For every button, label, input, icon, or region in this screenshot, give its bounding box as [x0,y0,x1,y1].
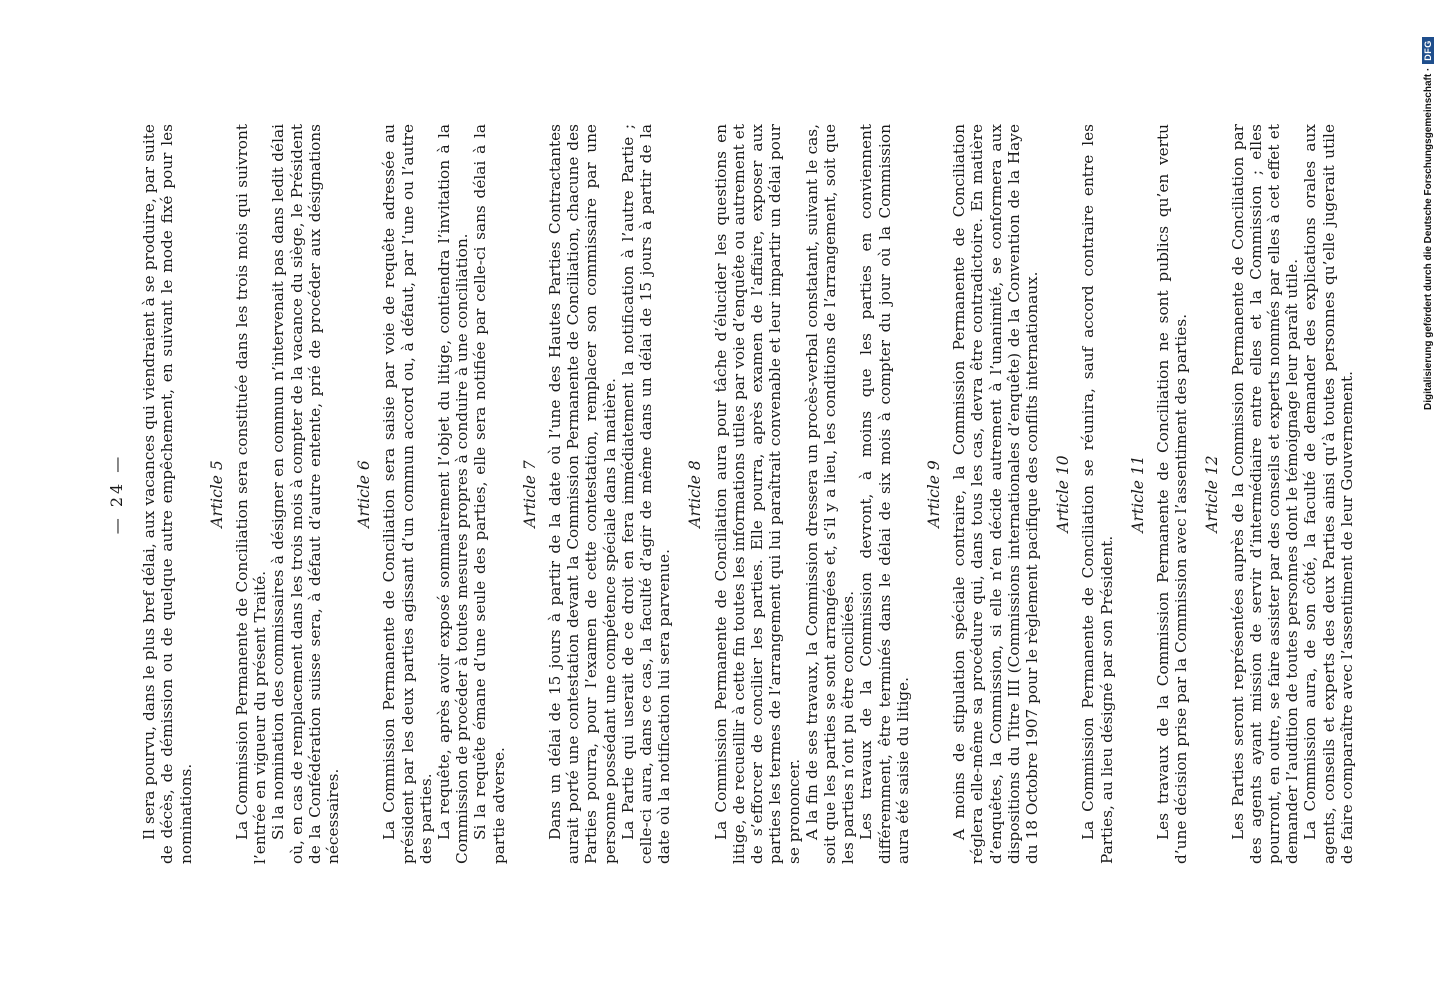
article-paragraph: La Commission Permanente de Conciliation se réunira, sauf accord contraire entre les Parties, au lieu désigné par son Président. [1079,124,1116,864]
article-paragraph: Si la requête émane d’une seule des parties, elle sera notifiée par celle-ci sans délai à la partie adverse. [471,124,508,864]
article-heading: Article 5 [207,460,226,528]
article-paragraph: Si la nomination des commissaires à désigner en commun n’intervenait pas dans ledit délai où, en cas de remplacement dans les trois mois à compter de la vacance du siège, le Président de la Confédération suisse sera, à défaut d’autre entente, prié de procéder aux désignations nécessaires. [269,124,343,864]
article-heading: Article 10 [1054,455,1073,533]
article-heading: Article 9 [924,460,943,528]
article-11 [1129,124,1191,864]
dfg-logo: DFG [1422,37,1434,64]
article-paragraph: A la fin de ses travaux, la Commission dressera un procès-verbal constatant, suivant le cas, soit que les parties se sont arrangées et, s’il y a lieu, les conditions de l’arrangement, soit que les parties n’ont pu être conciliées. [802,124,858,864]
document-body [108,124,1356,864]
article-paragraph: Les travaux de la Commission Permanente de Conciliation ne sont publics qu’en vertu d’une décision prise par la Commission avec l’assentiment des parties. [1153,124,1191,864]
article-paragraph: La Partie qui userait de ce droit en fera immédiatement la notification à l’autre Partie ; celle-ci aura, dans ce cas, la faculté d’agir de même dans un délai de 15 jours à partir de la date où la notification lui sera parvenue. [618,124,674,864]
article-heading: Article 11 [1128,455,1147,533]
article-heading: Article 6 [355,460,374,528]
intro-paragraph: Il sera pourvu, dans le plus bref délai, aux vacances qui viendraient à se produire, par suite de décès, de démission ou de quelque autre empêchement, en suivant le mode fixé pour les nominations. [140,124,195,864]
article-paragraph: La Commission aura, de son côté, la faculté de demander des explications orales aux agents, conseils et experts des deux Parties ainsi qu’à toutes personnes qu’elle jugerait utile de faire comparaître avec l’assentiment de leur Gouvernement. [1301,124,1356,864]
article-paragraph: Les Parties seront représentées auprès de la Commission Permanente de Conciliation par des agents ayant mission de servir d’intermédiaire entre elles et la Commission ; elles pourront, en outre, se faire assister par des conseils et experts nommés par elles à cet effet et demander l’audition de toutes personnes dont le témoignage leur paraît utile. [1228,124,1302,864]
article-5 [208,124,342,864]
article-6 [355,124,508,864]
article-7 [521,124,674,864]
article-heading: Article 7 [520,460,539,528]
article-heading: Article 12 [1203,455,1222,533]
page-number: — 24 — [107,453,126,535]
sidebar [1422,0,1434,410]
article-paragraph: Les travaux de la Commission devront, à moins que les parties en conviennent différemment, être terminés dans le délai de six mois à compter du jour où la Commission aura été saisie du litige. [857,124,912,864]
article-paragraph: La Commission Permanente de Conciliation sera constituée dans les trois mois qui suivront l’entrée en vigueur du présent Traité. [233,124,270,864]
article-paragraph: Dans un délai de 15 jours à partir de la date où l’une des Hautes Parties Contractantes aurait porté une contestation devant la Commission Permanente de Conciliation, chacune des Parties pourra, pour l’examen de cette contestation, remplacer son commissaire par une personne possédant une compétence spéciale dans la matière. [546,124,619,864]
article-9 [925,124,1041,864]
article-8 [686,124,911,864]
digitization-credit [1422,10,1434,410]
article-heading: Article 8 [686,460,705,528]
credit-text: Digitalisierung gefördert durch die Deutsche Forschungsgemeinschaft · [1423,67,1434,410]
article-paragraph: La Commission Permanente de Conciliation sera saisie par voie de requête adressée au président par les deux parties agissant d’un commun accord ou, à défaut, par l’une ou l’autre des parties. [380,124,435,864]
article-paragraph: La Commission Permanente de Conciliation aura pour tâche d’élucider les questions en litige, de recueillir à cette fin toutes les informations utiles par voie d’enquête ou autrement et de s’efforcer de concilier les parties. Elle pourra, après examen de l’affaire, exposer aux parties les termes de l’arrangement qui lui paraîtrait convenable et leur impartir un délai pour se prononcer. [711,124,803,864]
article-paragraph: A moins de stipulation spéciale contraire, la Commission Permanente de Conciliation réglera elle-même sa procédure qui, dans tous les cas, devra être contradictoire. En matière d’enquêtes, la Commission, si elle n’en décide autrement à l’unanimité, se conformera aux dispositions du Titre III (Commissions internationales d’enquête) de la Convention de la Haye du 18 Octobre 1907 pour le règlement pacifique des conflits internationaux. [950,124,1041,864]
article-10 [1054,124,1116,864]
article-12 [1203,124,1356,864]
article-paragraph: La requête, après avoir exposé sommairement l’objet du litige, contiendra l’invitation à la Commission de procéder à toutes mesures propres à conduire à une conciliation. [435,124,472,864]
